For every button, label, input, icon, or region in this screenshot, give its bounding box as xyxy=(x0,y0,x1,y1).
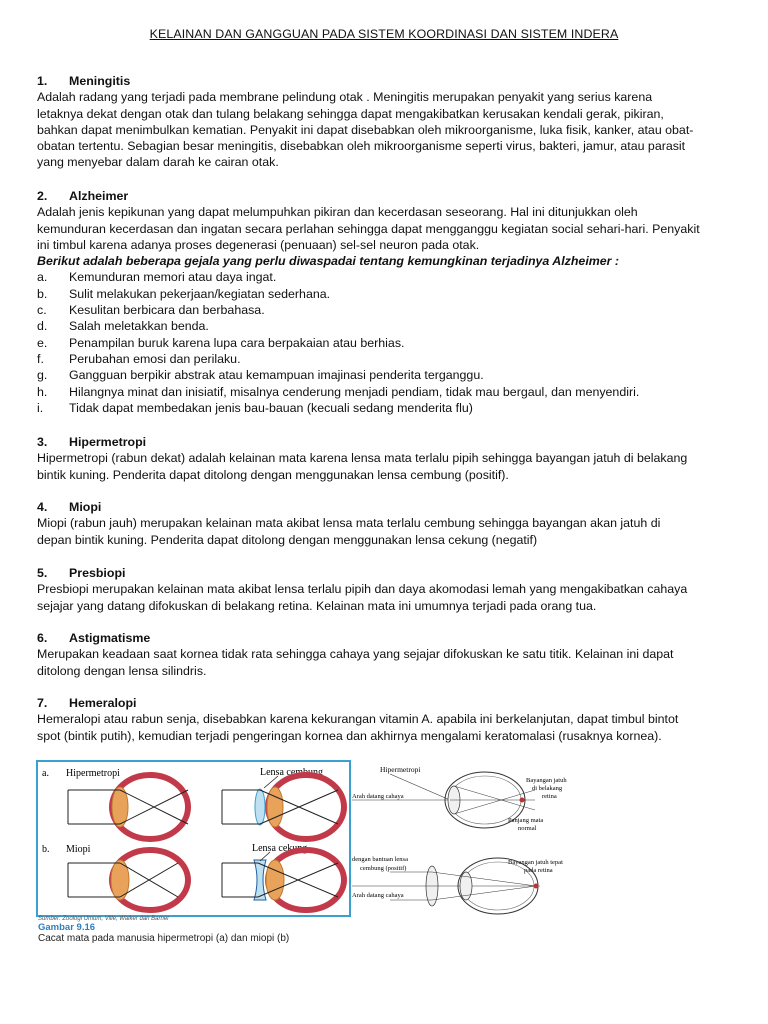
label-a: a. xyxy=(42,768,49,779)
section-alzheimer xyxy=(37,188,737,416)
list-letter: h. xyxy=(37,384,48,399)
label-panjang-b: normal xyxy=(518,825,537,832)
list-letter: a. xyxy=(37,270,48,285)
label-lensa-cekung: Lensa cekung xyxy=(252,843,308,854)
text-line: sejajar yang datang difokuskan di belakang retina. Kelainan mata ini umumnya terjadi pada orang tua. xyxy=(37,598,597,613)
section-heading: Hemeralopi xyxy=(69,696,137,710)
label-dengan-a: dengan bantuan lensa xyxy=(352,856,408,863)
list-text: Gangguan berpikir abstrak atau kemampuan imajinasi penderita terganggu. xyxy=(69,368,484,383)
label-hipermetropi-right: Hipermetropi xyxy=(380,765,421,774)
text-line: bintik kuning. Penderita dapat ditolong dengan menggunakan lensa cembung (positif). xyxy=(37,467,509,482)
text-line: ditolong dengan lensa silindris. xyxy=(37,663,207,678)
page-title: KELAINAN DAN GANGGUAN PADA SISTEM KOORDINASI DAN SISTEM INDERA xyxy=(149,27,619,41)
figure-caption-text: Cacat mata pada manusia hipermetropi (a) dan miopi (b) xyxy=(38,933,290,944)
list-letter: e. xyxy=(37,335,48,350)
text-line: Presbiopi merupakan kelainan mata akibat lensa terlalu pipih dan daya akomodasi lemah yang mengakibatkan cahaya xyxy=(37,582,688,597)
text-line: Adalah radang yang terjadi pada membrane pelindung otak . Meningitis merupakan penyakit yang serius karena xyxy=(37,90,653,105)
text-line: Hemeralopi atau rabun senja, disebabkan karena kekurangan vitamin A. apabila ini berkelanjutan, dapat timbul bintot xyxy=(37,712,679,727)
label-dengan-b: cembung (positif) xyxy=(360,865,407,872)
list-letter: b. xyxy=(37,286,48,301)
eye-defect-figure xyxy=(36,760,351,917)
section-number: 4. xyxy=(37,500,48,514)
list-item xyxy=(37,318,737,334)
hipermetropi-svg xyxy=(350,760,590,920)
label-bayangan-1c: retina xyxy=(542,793,557,800)
list-text: Tidak dapat membedakan jenis bau-bauan (kecuali sedang menderita flu) xyxy=(69,400,473,415)
text-line: Merupakan keadaan saat kornea tidak rata sehingga cahaya yang sejajar difokuskan ke satu titik. Kelainan ini dapat xyxy=(37,647,674,662)
text-line: bahkan dapat menimbulkan kematian. Penyakit ini dapat disebabkan oleh mikroorganisme, luka fisik, kanker, atau obat- xyxy=(37,122,694,137)
list-text: Perubahan emosi dan perilaku. xyxy=(69,351,241,366)
list-item xyxy=(37,286,737,302)
hipermetropi-diagram xyxy=(350,760,590,920)
list-item xyxy=(37,367,737,383)
section-heading: Miopi xyxy=(69,500,102,514)
section-number: 7. xyxy=(37,696,48,710)
section-number: 2. xyxy=(37,189,48,203)
section-heading: Astigmatisme xyxy=(69,631,151,645)
list-text: Kesulitan berbicara dan berbahasa. xyxy=(69,303,265,318)
text-line: yang menyebar dalam darah ke cairan otak. xyxy=(37,155,279,170)
label-bayangan-2a: Bayangan jatuh tepat xyxy=(508,859,563,866)
label-miopi: Miopi xyxy=(66,844,91,855)
eye-hipermetropi-corrected xyxy=(222,775,344,839)
list-item xyxy=(37,384,737,400)
eye-hipermetropi-uncorrected xyxy=(68,775,188,839)
label-panjang-a: Panjang mata xyxy=(508,817,544,824)
label-arah-cahaya-1: Arah datang cahaya xyxy=(352,793,404,800)
list-text: Salah meletakkan benda. xyxy=(69,319,209,334)
list-text: Hilangnya minat dan inisiatif, misalnya cenderung menjadi pendiam, tidak mau bergaul, dan menyendiri. xyxy=(69,384,640,399)
figure-source: Sumber: Zoologi Umum, Ville, Walker dan Barner xyxy=(38,916,170,922)
text-line: Hipermetropi (rabun dekat) adalah kelainan mata karena lensa mata terlalu pipih sehingga bayangan jatuh di belakang xyxy=(37,451,688,466)
list-letter: g. xyxy=(37,368,48,383)
section-heading: Alzheimer xyxy=(69,189,129,203)
label-b: b. xyxy=(42,844,50,855)
text-line: spot (bintik putih), kemudian terjadi pengeringan kornea dan akhirnya mengalami keratomalasi (rusaknya kornea). xyxy=(37,728,662,743)
list-letter: i. xyxy=(37,400,44,415)
text-line: depan bintik kuning. Penderita dapat ditolong dengan menggunakan lensa cekung (negatif) xyxy=(37,532,538,547)
text-line: Miopi (rabun jauh) merupakan kelainan mata akibat lensa mata terlalu cembung sehingga bayangan akan jatuh di xyxy=(37,516,661,531)
section-number: 3. xyxy=(37,435,48,449)
label-arah-cahaya-2: Arah datang cahaya xyxy=(352,892,404,899)
text-line: letaknya dekat dengan otak dan tulang belakang sehingga dapat mengakibatkan kerusakan kendali gerak, pikiran, xyxy=(37,106,664,121)
section-hemeralopi xyxy=(37,695,737,744)
text-line: Adalah jenis kepikunan yang dapat melumpuhkan pikiran dan kecerdasan seseorang. Hal ini ditunjukkan oleh xyxy=(37,205,638,220)
section-number: 6. xyxy=(37,631,48,645)
list-text: Penampilan buruk karena lupa cara berpakaian atau berhias. xyxy=(69,335,405,350)
list-item xyxy=(37,351,737,367)
label-hipermetropi: Hipermetropi xyxy=(66,768,120,779)
section-presbiopi xyxy=(37,565,737,614)
list-item xyxy=(37,269,737,285)
section-hipermetropi xyxy=(37,434,737,483)
list-text: Kemunduran memori atau daya ingat. xyxy=(69,270,277,285)
figure-number: Gambar 9.16 xyxy=(38,922,96,933)
section-heading: Hipermetropi xyxy=(69,435,147,449)
section-heading: Meningitis xyxy=(69,74,131,88)
label-lensa-cembung: Lensa cembung xyxy=(260,767,324,778)
text-line: obatan tertentu. Sebagian besar meningitis, disebabkan oleh mikroorganisme seperti virus, bakteri, jamur, atau parasit xyxy=(37,139,686,154)
label-bayangan-2b: pada retina xyxy=(524,867,553,874)
text-line: ini timbul karena adanya proses degenerasi (penuaan) sel-sel neuron pada otak. xyxy=(37,237,480,252)
eye-miopi-corrected xyxy=(222,850,344,910)
label-bayangan-1b: di belakang xyxy=(532,785,563,792)
eye-diagram xyxy=(38,762,349,915)
symptoms-intro: Berikut adalah beberapa gejala yang perlu diwaspadai tentang kemungkinan terjadinya Alzheimer : xyxy=(37,254,620,269)
list-text: Sulit melakukan pekerjaan/kegiatan sederhana. xyxy=(69,286,331,301)
list-letter: c. xyxy=(37,303,47,318)
section-miopi xyxy=(37,499,737,548)
figure-caption xyxy=(38,916,289,944)
list-item xyxy=(37,335,737,351)
label-bayangan-1a: Bayangan jatuh xyxy=(526,777,567,784)
section-number: 1. xyxy=(37,74,48,88)
section-number: 5. xyxy=(37,566,48,580)
section-astigmatisme xyxy=(37,630,737,679)
list-letter: f. xyxy=(37,351,44,366)
list-item xyxy=(37,302,737,318)
eye-miopi-uncorrected xyxy=(68,850,188,910)
text-line: kemunduran kecerdasan dan ingatan secara perlahan sehingga dapat mengganggu kegiatan social sehari-hari. Penyakit xyxy=(37,221,700,236)
list-letter: d. xyxy=(37,319,48,334)
list-item xyxy=(37,400,737,416)
section-heading: Presbiopi xyxy=(69,566,126,580)
section-meningitis xyxy=(37,73,737,171)
